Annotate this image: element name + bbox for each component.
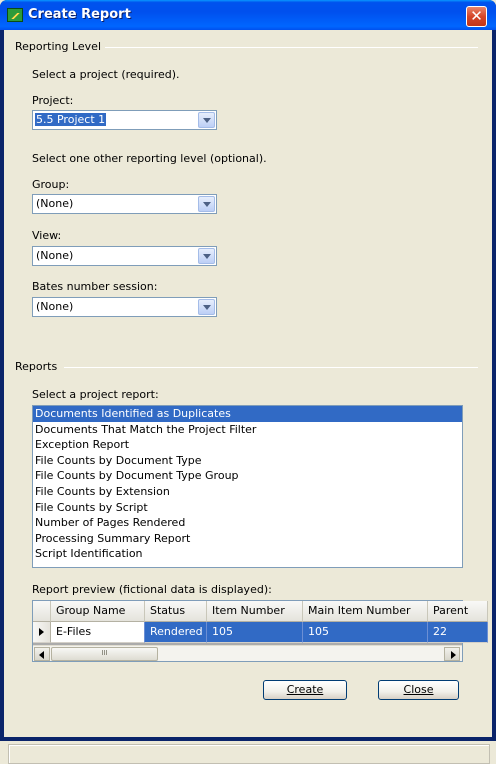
reports-divider xyxy=(64,367,478,368)
row-header[interactable] xyxy=(33,622,51,643)
column-header[interactable]: Main Item Number xyxy=(303,601,428,622)
column-header[interactable]: Status xyxy=(145,601,207,622)
project-prompt: Select a project (required). xyxy=(32,68,180,81)
grid-corner xyxy=(33,601,51,622)
column-header[interactable]: Item Number xyxy=(207,601,303,622)
grid-viewport xyxy=(33,601,469,645)
table-cell[interactable]: 105 xyxy=(207,622,303,643)
group-label: Group: xyxy=(32,178,70,191)
scroll-thumb[interactable]: III xyxy=(51,647,158,661)
project-dropdown-value: 5.5 Project 1 xyxy=(36,113,106,126)
report-list-item[interactable]: File Counts by Extension xyxy=(35,484,170,498)
group-dropdown-value: (None) xyxy=(36,197,74,210)
reporting-level-divider xyxy=(102,47,478,48)
report-list-item[interactable]: Documents Identified as Duplicates xyxy=(33,406,462,422)
chevron-down-icon[interactable] xyxy=(198,196,215,212)
current-row-icon xyxy=(39,628,44,636)
report-preview-label: Report preview (fictional data is displayed): xyxy=(32,583,272,596)
view-dropdown[interactable] xyxy=(32,246,217,266)
create-button[interactable] xyxy=(263,680,347,700)
report-app-icon xyxy=(7,8,23,22)
report-list[interactable] xyxy=(32,405,463,568)
bates-session-label: Bates number session: xyxy=(32,280,158,293)
report-list-item[interactable]: File Counts by Document Type xyxy=(35,453,202,467)
title-bar[interactable] xyxy=(0,0,496,30)
report-list-item[interactable]: Exception Report xyxy=(35,438,130,452)
report-list-item[interactable]: Script Identification xyxy=(35,547,143,561)
project-dropdown[interactable] xyxy=(32,110,217,130)
reports-group-title: Reports xyxy=(15,360,61,373)
table-cell[interactable]: E-Files xyxy=(51,622,145,643)
table-cell[interactable]: 22 xyxy=(428,622,488,643)
close-window-button[interactable] xyxy=(466,6,487,27)
report-list-item[interactable]: File Counts by Script xyxy=(35,500,148,514)
report-list-item[interactable]: Documents That Match the Project Filter xyxy=(35,422,257,436)
horizontal-scrollbar[interactable] xyxy=(33,645,462,661)
column-header[interactable]: Parent xyxy=(428,601,488,622)
report-preview-grid[interactable] xyxy=(32,600,469,662)
report-list-item[interactable]: File Counts by Document Type Group xyxy=(35,469,239,483)
close-button-label: Close xyxy=(403,683,434,696)
project-label: Project: xyxy=(32,94,74,107)
report-list-item[interactable]: Processing Summary Report xyxy=(35,531,191,545)
report-prompt: Select a project report: xyxy=(32,388,159,401)
report-list-item[interactable]: Number of Pages Rendered xyxy=(35,516,186,530)
chevron-down-icon[interactable] xyxy=(198,248,215,264)
dialog-body xyxy=(4,30,492,737)
view-label: View: xyxy=(32,229,62,242)
scroll-right-icon[interactable] xyxy=(444,647,460,661)
status-bar xyxy=(8,744,490,764)
table-cell[interactable]: 105 xyxy=(303,622,428,643)
view-dropdown-value: (None) xyxy=(36,249,74,262)
chevron-down-icon[interactable] xyxy=(198,299,215,315)
bates-session-dropdown-value: (None) xyxy=(36,300,74,313)
close-button[interactable] xyxy=(378,680,459,700)
window-title: Create Report xyxy=(28,7,131,22)
column-header[interactable]: Group Name xyxy=(51,601,145,622)
create-button-label: Create xyxy=(286,683,324,696)
reporting-level-group-title: Reporting Level xyxy=(15,40,105,53)
other-level-prompt: Select one other reporting level (optional). xyxy=(32,152,267,165)
group-dropdown[interactable] xyxy=(32,194,217,214)
table-cell[interactable]: Rendered xyxy=(145,622,207,643)
bates-session-dropdown[interactable] xyxy=(32,297,217,317)
close-icon: ✕ xyxy=(470,7,483,25)
chevron-down-icon[interactable] xyxy=(198,112,215,128)
scroll-left-icon[interactable] xyxy=(34,647,50,661)
